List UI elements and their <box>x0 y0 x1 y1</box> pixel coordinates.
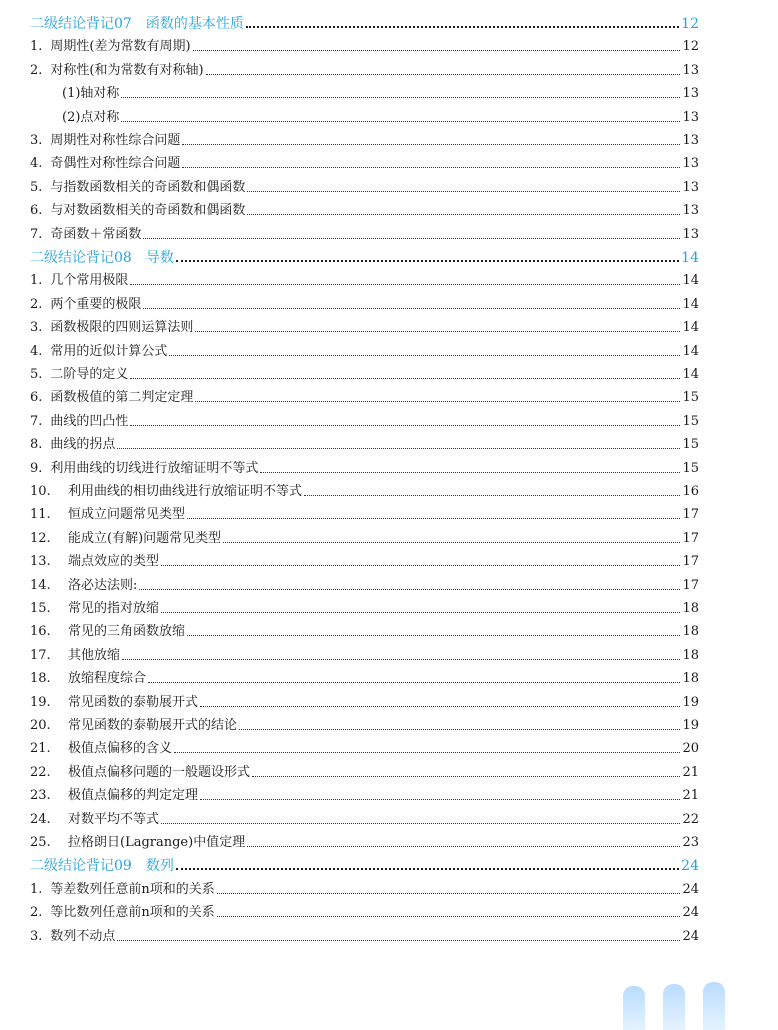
dot-leader <box>247 191 680 192</box>
toc-entry-label: 几个常用极限 <box>50 273 129 289</box>
toc-entry-label: 端点效应的类型 <box>68 554 160 570</box>
toc-entry[interactable] <box>30 618 699 640</box>
dot-leader <box>246 26 679 28</box>
dot-leader <box>193 50 681 51</box>
dot-leader <box>223 542 680 543</box>
toc-entry-number: 5. <box>30 367 43 382</box>
toc-entry-label: 洛必达法则: <box>68 577 138 593</box>
decor-bar <box>703 982 725 1030</box>
toc-entry-number: 1. <box>30 881 43 897</box>
toc-section-heading[interactable] <box>30 10 699 32</box>
toc-entry-label: (1)轴对称 <box>62 86 120 102</box>
toc-entry[interactable] <box>30 267 699 289</box>
toc-page-number: 21 <box>682 788 699 804</box>
toc-entry-label: 常见的指对放缩 <box>68 601 160 616</box>
toc-entry-label: 对称性(和为常数有对称轴) <box>50 62 204 78</box>
toc-entry-label: 利用曲线的相切曲线进行放缩证明不等式 <box>68 484 303 499</box>
dot-leader <box>122 659 680 660</box>
toc-entry-number: 12. <box>30 530 51 546</box>
toc-page-number: 14 <box>681 250 699 266</box>
dot-leader <box>143 238 680 239</box>
toc-entry-label: 其他放缩 <box>68 647 121 663</box>
toc-entry-label: 等差数列任意前n项和的关系 <box>50 881 215 897</box>
toc-entry[interactable] <box>30 174 699 196</box>
toc-entry-label: 两个重要的极限 <box>50 296 142 312</box>
toc-page-number: 15 <box>682 460 699 476</box>
toc-entry-number: 2. <box>30 905 43 921</box>
toc-entry[interactable] <box>30 923 699 945</box>
toc-entry-number: 16. <box>30 624 51 640</box>
toc-entry-number: 15. <box>30 601 51 616</box>
toc-page-number: 13 <box>682 133 699 148</box>
toc-entry-number: 3. <box>30 133 43 148</box>
toc-entry[interactable] <box>30 665 699 687</box>
dot-leader <box>195 401 680 402</box>
dot-leader <box>121 121 680 122</box>
toc-entry-number: 3. <box>30 320 43 336</box>
dot-leader <box>206 74 681 75</box>
toc-entry-label: 与对数函数相关的奇函数和偶函数 <box>50 203 246 219</box>
toc-entry-number: 6. <box>30 390 43 406</box>
toc-entry[interactable] <box>30 525 699 547</box>
dot-leader <box>130 378 680 379</box>
toc-page-number: 12 <box>681 16 699 32</box>
dot-leader <box>148 682 680 683</box>
dot-leader <box>117 448 680 449</box>
toc-section-heading[interactable] <box>30 852 699 874</box>
toc-page-number: 14 <box>682 273 699 289</box>
dot-leader <box>200 706 680 707</box>
toc-entry-number: 13. <box>30 554 51 570</box>
toc-page-number: 13 <box>682 179 699 195</box>
dot-leader <box>217 916 681 917</box>
toc-entry-number: 10. <box>30 484 51 499</box>
toc-entry[interactable] <box>62 104 699 126</box>
toc-page-number: 13 <box>682 109 699 125</box>
toc-page-number: 17 <box>682 530 699 546</box>
toc-entry-label: 常见函数的泰勒展开式的结论 <box>68 718 238 733</box>
toc-entry[interactable] <box>30 221 699 243</box>
toc-entry-number: 9. <box>30 460 43 476</box>
toc-entry[interactable] <box>30 782 699 804</box>
toc-entry-number: 7. <box>30 226 43 242</box>
toc-page-number: 24 <box>682 905 699 921</box>
toc-entry[interactable] <box>30 642 699 664</box>
dot-leader <box>217 893 681 894</box>
dot-leader <box>174 752 680 753</box>
toc-entry-label: 恒成立问题常见类型 <box>68 507 186 523</box>
dot-leader <box>304 495 680 496</box>
toc-entry-number: 2. <box>30 62 43 78</box>
toc-entry-label: 对数平均不等式 <box>68 811 160 827</box>
toc-entry-number: 7. <box>30 413 43 429</box>
toc-entry-label: 拉格朗日(Lagrange)中值定理 <box>68 835 246 850</box>
toc-entry-label: 周期性对称性综合问题 <box>50 133 181 148</box>
toc-entry-label: 二阶导的定义 <box>50 367 129 382</box>
toc-page-number: 16 <box>682 484 699 499</box>
dot-leader <box>176 868 679 870</box>
toc-page-number: 14 <box>682 320 699 336</box>
toc-entry-label: 曲线的凹凸性 <box>50 413 129 429</box>
toc-entry-number: 8. <box>30 437 43 453</box>
toc-page-number: 17 <box>682 507 699 523</box>
dot-leader <box>161 565 680 566</box>
toc-entry-number: 19. <box>30 694 51 710</box>
toc-entry[interactable] <box>30 759 699 781</box>
toc-entry[interactable] <box>30 478 699 500</box>
toc-page-number: 17 <box>682 577 699 593</box>
toc-page-number: 14 <box>682 367 699 382</box>
toc-entry-number: 5. <box>30 179 43 195</box>
toc-entry[interactable] <box>30 501 699 523</box>
toc-entry-label: 能成立(有解)问题常见类型 <box>68 530 222 546</box>
toc-page-number: 21 <box>682 764 699 780</box>
toc-entry[interactable] <box>30 431 699 453</box>
toc-entry-number: 23. <box>30 788 51 804</box>
toc-entry[interactable] <box>30 689 699 711</box>
toc-section-heading[interactable] <box>30 244 699 266</box>
toc-entry-number: 11. <box>30 507 51 523</box>
toc-entry[interactable] <box>30 291 699 313</box>
toc-entry-label: 极值点偏移问题的一般题设形式 <box>68 764 251 780</box>
toc-entry[interactable] <box>30 314 699 336</box>
dot-leader <box>143 308 680 309</box>
toc-entry[interactable] <box>30 829 699 851</box>
toc-page-number: 24 <box>682 881 699 897</box>
dot-leader <box>182 167 680 168</box>
toc-page-number: 19 <box>682 718 699 733</box>
toc-page-number: 18 <box>682 647 699 663</box>
toc-entry-label: 利用曲线的切线进行放缩证明不等式 <box>50 460 259 476</box>
dot-leader <box>195 331 680 332</box>
toc-entry[interactable] <box>30 548 699 570</box>
toc-entry-label: 与指数函数相关的奇函数和偶函数 <box>50 179 246 195</box>
toc-entry-number: 20. <box>30 718 51 733</box>
toc-entry-number: 3. <box>30 928 43 944</box>
toc-entry[interactable] <box>30 455 699 477</box>
dot-leader <box>247 846 680 847</box>
toc-page-number: 23 <box>682 835 699 850</box>
toc-entry-label: 函数极值的第二判定定理 <box>50 390 194 406</box>
toc-entry-label: 曲线的拐点 <box>50 437 116 453</box>
toc-page-number: 15 <box>682 413 699 429</box>
toc-entry[interactable] <box>30 712 699 734</box>
toc-entry[interactable] <box>30 33 699 55</box>
toc-entry-number: 4. <box>30 156 43 172</box>
toc-page-number: 15 <box>682 390 699 406</box>
toc-entry[interactable] <box>30 595 699 617</box>
toc-entry[interactable] <box>30 876 699 898</box>
toc-entry-label: 二级结论背记08 导数 <box>30 250 174 266</box>
toc-entry-label: 常用的近似计算公式 <box>50 343 168 359</box>
toc-page-number: 18 <box>682 624 699 640</box>
toc-page-number: 13 <box>682 86 699 102</box>
toc-entry-label: 数列不动点 <box>50 928 116 944</box>
toc-entry-label: 奇偶性对称性综合问题 <box>50 156 181 172</box>
dot-leader <box>176 260 679 262</box>
toc-page-number: 13 <box>682 62 699 78</box>
toc-entry-number: 17. <box>30 647 51 663</box>
dot-leader <box>239 729 680 730</box>
dot-leader <box>247 214 680 215</box>
toc-entry-number: 14. <box>30 577 51 593</box>
toc-page-number: 24 <box>681 858 699 875</box>
toc-page-number: 14 <box>682 296 699 312</box>
toc-entry-number: 22. <box>30 764 51 780</box>
toc-page-number: 24 <box>682 928 699 944</box>
toc-page-number: 14 <box>682 343 699 359</box>
toc-entry-number: 6. <box>30 203 43 219</box>
toc-entry[interactable] <box>30 384 699 406</box>
toc-entry-label: 奇函数＋常函数 <box>50 226 142 242</box>
toc-entry-label: 常见函数的泰勒展开式 <box>68 694 199 710</box>
toc-page-number: 20 <box>682 741 699 757</box>
toc-entry-label: 极值点偏移的含义 <box>68 741 173 757</box>
toc-entry-number: 24. <box>30 811 51 827</box>
toc-entry-number: 25. <box>30 835 51 850</box>
toc-entry-number: 4. <box>30 343 43 359</box>
dot-leader <box>161 612 680 613</box>
toc-entry[interactable] <box>30 150 699 172</box>
dot-leader <box>187 518 680 519</box>
decor-bar <box>623 986 645 1030</box>
toc-page-number: 18 <box>682 671 699 687</box>
toc-entry[interactable] <box>30 338 699 360</box>
toc-entry-label: 函数极限的四则运算法则 <box>50 320 194 336</box>
toc-entry-number: 21. <box>30 741 51 757</box>
toc-entry-label: 二级结论背记07 函数的基本性质 <box>30 16 244 32</box>
toc-page-number: 13 <box>682 226 699 242</box>
toc-entry[interactable] <box>30 361 699 383</box>
dot-leader <box>121 97 680 98</box>
toc-entry-label: 极值点偏移的判定定理 <box>68 788 199 804</box>
toc-page-number: 19 <box>682 694 699 710</box>
dot-leader <box>117 940 680 941</box>
toc-entry-label: (2)点对称 <box>62 109 120 125</box>
dot-leader <box>252 776 680 777</box>
dot-leader <box>130 284 680 285</box>
toc-page-number: 18 <box>682 601 699 616</box>
dot-leader <box>200 799 680 800</box>
dot-leader <box>130 425 680 426</box>
toc-entry[interactable] <box>30 572 699 594</box>
toc-entry-number: 1. <box>30 273 43 289</box>
toc-page-number: 12 <box>682 39 699 55</box>
toc-page-number: 17 <box>682 554 699 570</box>
dot-leader <box>182 144 680 145</box>
toc-entry-label: 等比数列任意前n项和的关系 <box>50 905 215 921</box>
toc-entry[interactable] <box>30 57 699 79</box>
toc-page-number: 22 <box>682 811 699 827</box>
dot-leader <box>169 355 680 356</box>
toc-entry-label: 放缩程度综合 <box>68 671 147 687</box>
toc-entry[interactable] <box>30 127 699 149</box>
toc-entry[interactable] <box>30 735 699 757</box>
dot-leader <box>187 635 680 636</box>
toc-page-number: 15 <box>682 437 699 453</box>
toc-entry-label: 二级结论背记09 数列 <box>30 858 174 875</box>
toc-entry-label: 周期性(差为常数有周期) <box>50 39 191 55</box>
toc-page-number: 13 <box>682 156 699 172</box>
toc-entry[interactable] <box>30 806 699 828</box>
dot-leader <box>139 589 680 590</box>
toc-entry[interactable] <box>30 197 699 219</box>
toc-entry[interactable] <box>30 408 699 430</box>
dot-leader <box>161 823 680 824</box>
toc-entry-number: 2. <box>30 296 43 312</box>
toc-entry[interactable] <box>30 899 699 921</box>
toc-entry-number: 18. <box>30 671 51 687</box>
toc-entry-label: 常见的三角函数放缩 <box>68 624 186 640</box>
toc-entry-number: 1. <box>30 39 43 55</box>
corner-decoration <box>615 978 755 1030</box>
toc-page-number: 13 <box>682 203 699 219</box>
decor-bar <box>663 984 685 1030</box>
dot-leader <box>260 472 680 473</box>
toc-entry[interactable] <box>62 80 699 102</box>
